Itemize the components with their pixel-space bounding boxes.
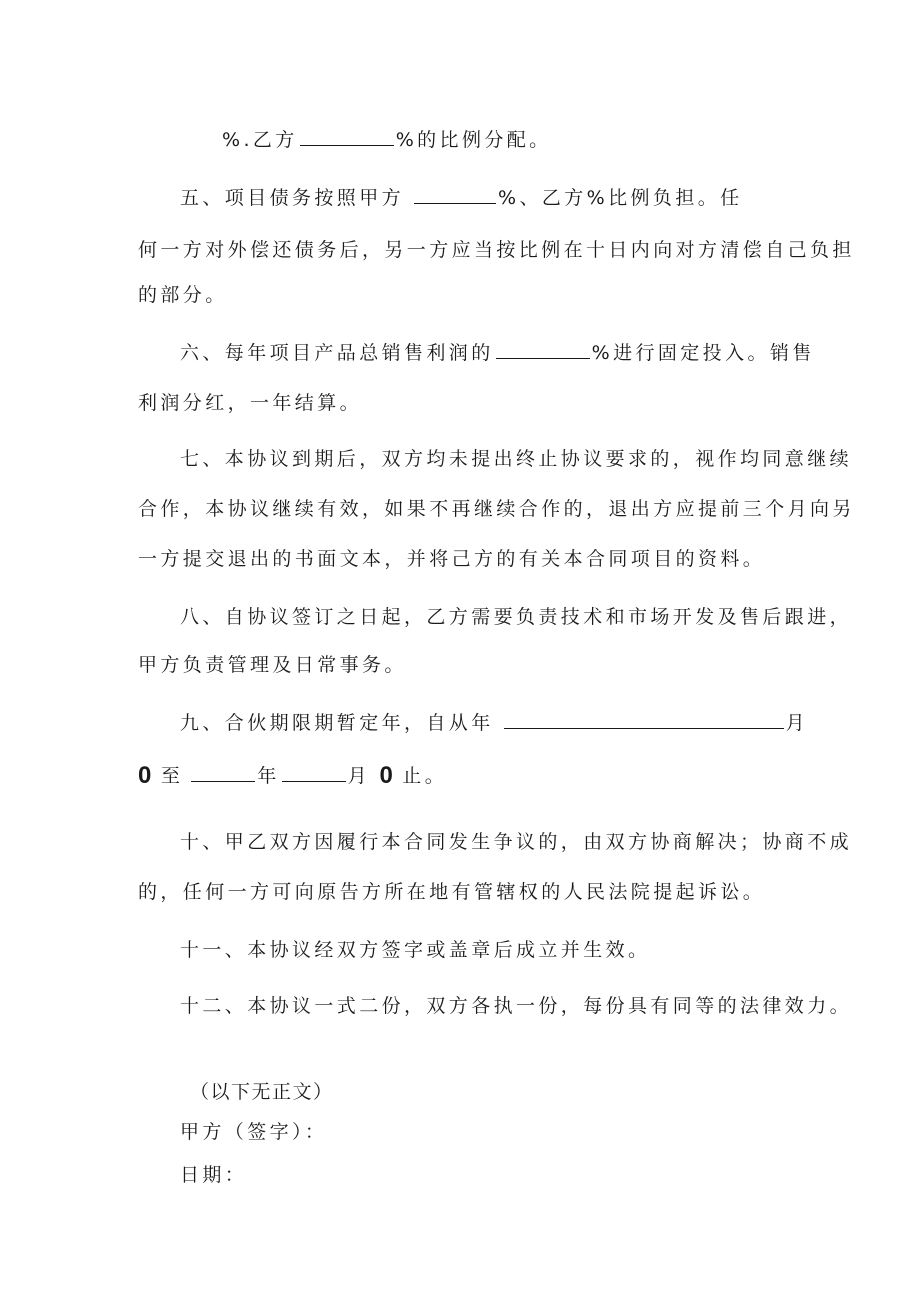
- party-a-signature-label: 甲方（签字）：: [180, 1121, 328, 1143]
- clause-11: 十一、本协议经双方签字或盖章后成立并生效。: [180, 939, 651, 961]
- clause-4-continuation: [222, 127, 552, 153]
- clause-8-line-2: 甲方负责管理及日常事务。: [138, 654, 407, 676]
- text-segment: 五、项目债务按照甲方: [180, 187, 405, 209]
- clause-6-line-1: [180, 340, 815, 366]
- text-segment: 止。: [402, 765, 448, 787]
- clause-5-line-1: [180, 185, 743, 211]
- date-label: 日期：: [180, 1164, 248, 1186]
- text-segment: 月: [347, 765, 371, 787]
- clause-9-line-1: [180, 710, 808, 736]
- clause-7-line-1: 七、本协议到期后，双方均未提出终止协议要求的，视作均同意继续: [180, 448, 853, 470]
- blank-line: [282, 764, 346, 782]
- clause-9-line-2: [138, 763, 447, 789]
- text-segment: 九、合伙期限期暂定年，自从年: [180, 712, 494, 734]
- text-segment: 年: [257, 765, 280, 787]
- clause-7-line-2: 合作，本协议继续有效，如果不再继续合作的，退出方应提前三个月向另: [138, 498, 855, 520]
- clause-8-line-1: 八、自协议签订之日起，乙方需要负责技术和市场开发及售后跟进，: [180, 606, 853, 628]
- blank-line: [504, 711, 784, 729]
- text-segment: %.乙方: [222, 129, 298, 151]
- clause-7-line-3: 一方提交退出的书面文本，并将己方的有关本合同项目的资料。: [138, 548, 766, 570]
- clause-12: 十二、本协议一式二份，双方各执一份，每份具有同等的法律效力。: [180, 995, 853, 1017]
- no-more-text-note: （以下无正文）: [190, 1081, 334, 1103]
- blank-line: [191, 764, 255, 782]
- blank-line: [414, 186, 496, 204]
- zero-mark: 0: [379, 762, 393, 789]
- clause-5-line-2: 何一方对外偿还债务后，另一方应当按比例在十日内向对方清偿自己负担: [138, 239, 855, 261]
- blank-line: [496, 341, 590, 359]
- text-segment: 月: [785, 712, 809, 734]
- text-segment: 六、每年项目产品总销售利润的: [180, 342, 494, 364]
- blank-line: [300, 128, 394, 146]
- text-segment: %、乙方%比例负担。任: [498, 187, 743, 209]
- clause-6-line-2: 利润分红，一年结算。: [138, 392, 363, 414]
- text-segment: %进行固定投入。销售: [591, 342, 815, 364]
- clause-5-line-3: 的部分。: [138, 284, 228, 306]
- zero-mark: 0: [138, 762, 152, 789]
- text-segment: %的比例分配。: [395, 129, 552, 151]
- clause-10-line-1: 十、甲乙双方因履行本合同发生争议的，由双方协商解决；协商不成: [180, 831, 853, 853]
- text-segment: 至: [160, 765, 184, 787]
- clause-10-line-2: 的，任何一方可向原告方所在地有管辖权的人民法院提起诉讼。: [138, 881, 766, 903]
